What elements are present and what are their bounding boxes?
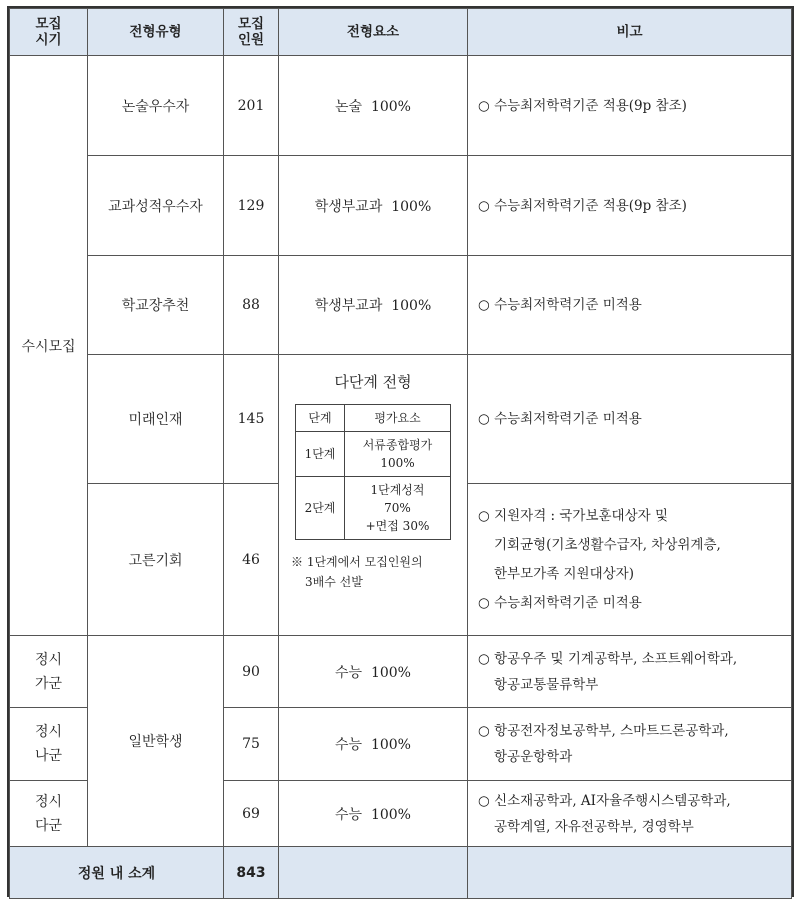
table-row (10, 636, 792, 708)
element-cell: 학생부교과 100% (279, 156, 468, 256)
count-cell: 88 (224, 256, 279, 355)
element-cell: 논술 100% (279, 56, 468, 156)
count-cell: 129 (224, 156, 279, 256)
count-cell: 201 (224, 56, 279, 156)
count-cell: 145 (224, 355, 279, 484)
multistage-row-1 (296, 432, 451, 477)
admission-table-frame (7, 6, 794, 897)
note-cell (468, 781, 792, 847)
period-line: 정시 (34, 724, 63, 740)
type-cell: 교과성적우수자 (88, 156, 224, 256)
note-cell: ○ 수능최저학력기준 미적용 (468, 256, 792, 355)
stage2-elem (345, 477, 451, 540)
subtotal-count: 843 (224, 847, 279, 899)
multistage-table (295, 404, 451, 540)
period-cell (10, 781, 88, 847)
multistage-header-row (296, 405, 451, 432)
stage1-elem-line: 100% (380, 456, 415, 470)
period-cell (10, 636, 88, 708)
table-row (10, 355, 792, 484)
type-cell: 일반학생 (88, 636, 224, 847)
footnote-line: ※ 1단계에서 모집인원의 (291, 555, 423, 569)
type-cell: 논술우수자 (88, 56, 224, 156)
period-line: 가군 (34, 675, 63, 692)
table-row (10, 56, 792, 156)
note-cell (468, 636, 792, 708)
element-cell: 학생부교과 100% (279, 256, 468, 355)
subtotal-empty (468, 847, 792, 899)
note-line: ○ 지원자격 : 국가보훈대상자 및 (478, 507, 668, 524)
period-line: 정시 (34, 651, 63, 668)
note-cell: ○ 수능최저학력기준 적용(9p 참조) (468, 156, 792, 256)
element-cell: 수능 100% (279, 708, 468, 781)
table-row (10, 256, 792, 355)
period-cell (10, 708, 88, 781)
note-line: ○ 항공전자정보공학부, 스마트드론공학과, (478, 723, 729, 739)
note-line: ○ 수능최저학력기준 미적용 (478, 594, 642, 611)
stage2-label: 2단계 (296, 477, 345, 540)
stage1-label: 1단계 (296, 432, 345, 477)
header-type: 전형유형 (88, 9, 224, 56)
period-line: 나군 (34, 748, 63, 764)
note-line: ○ 신소재공학과, AI자율주행시스템공학과, (478, 792, 731, 809)
table-row (10, 156, 792, 256)
stage2-elem-line: +면접 30% (365, 519, 430, 533)
note-cell: ○ 수능최저학력기준 적용(9p 참조) (468, 56, 792, 156)
header-element: 전형요소 (279, 9, 468, 56)
footnote-line: 3배수 선발 (305, 575, 363, 589)
note-cell (468, 708, 792, 781)
multistage-col-elem: 평가요소 (345, 405, 451, 432)
stage2-elem-line: 1단계성적 (370, 483, 425, 497)
count-cell: 69 (224, 781, 279, 847)
type-cell: 고른기회 (88, 484, 224, 636)
count-cell: 90 (224, 636, 279, 708)
multistage-row-2 (296, 477, 451, 540)
count-cell: 75 (224, 708, 279, 781)
multistage-footnote (291, 552, 467, 592)
subtotal-row (10, 847, 792, 899)
note-line: 한부모가족 지원대상자) (494, 565, 634, 582)
multistage-cell (279, 355, 468, 636)
element-cell: 수능 100% (279, 636, 468, 708)
stage1-elem-line: 서류종합평가 (362, 438, 433, 452)
period-line: 다군 (34, 817, 63, 834)
count-cell: 46 (224, 484, 279, 636)
multistage-title: 다단계 전형 (334, 373, 412, 391)
multistage-col-stage: 단계 (296, 405, 345, 432)
type-cell: 미래인재 (88, 355, 224, 484)
type-cell: 학교장추천 (88, 256, 224, 355)
subtotal-empty (279, 847, 468, 899)
header-row (10, 9, 792, 56)
element-cell: 수능 100% (279, 781, 468, 847)
note-line: 항공교통물류학부 (494, 676, 599, 693)
header-note: 비고 (468, 9, 792, 56)
stage1-elem (345, 432, 451, 477)
subtotal-label: 정원 내 소계 (10, 847, 224, 899)
note-line: 항공운항학과 (494, 749, 573, 765)
note-cell (468, 484, 792, 636)
period-line: 정시 (34, 793, 63, 810)
period-susi: 수시모집 (10, 56, 88, 636)
header-count: 모집 인원 (224, 9, 279, 56)
admission-table (9, 8, 792, 899)
stage2-elem-line: 70% (384, 501, 411, 515)
note-line: ○ 항공우주 및 기계공학부, 소프트웨어학과, (478, 650, 738, 667)
note-line: 공학계열, 자유전공학부, 경영학부 (494, 818, 694, 835)
note-line: 기회균형(기초생활수급자, 차상위계층, (494, 536, 721, 553)
note-cell: ○ 수능최저학력기준 미적용 (468, 355, 792, 484)
header-period: 모집 시기 (10, 9, 88, 56)
